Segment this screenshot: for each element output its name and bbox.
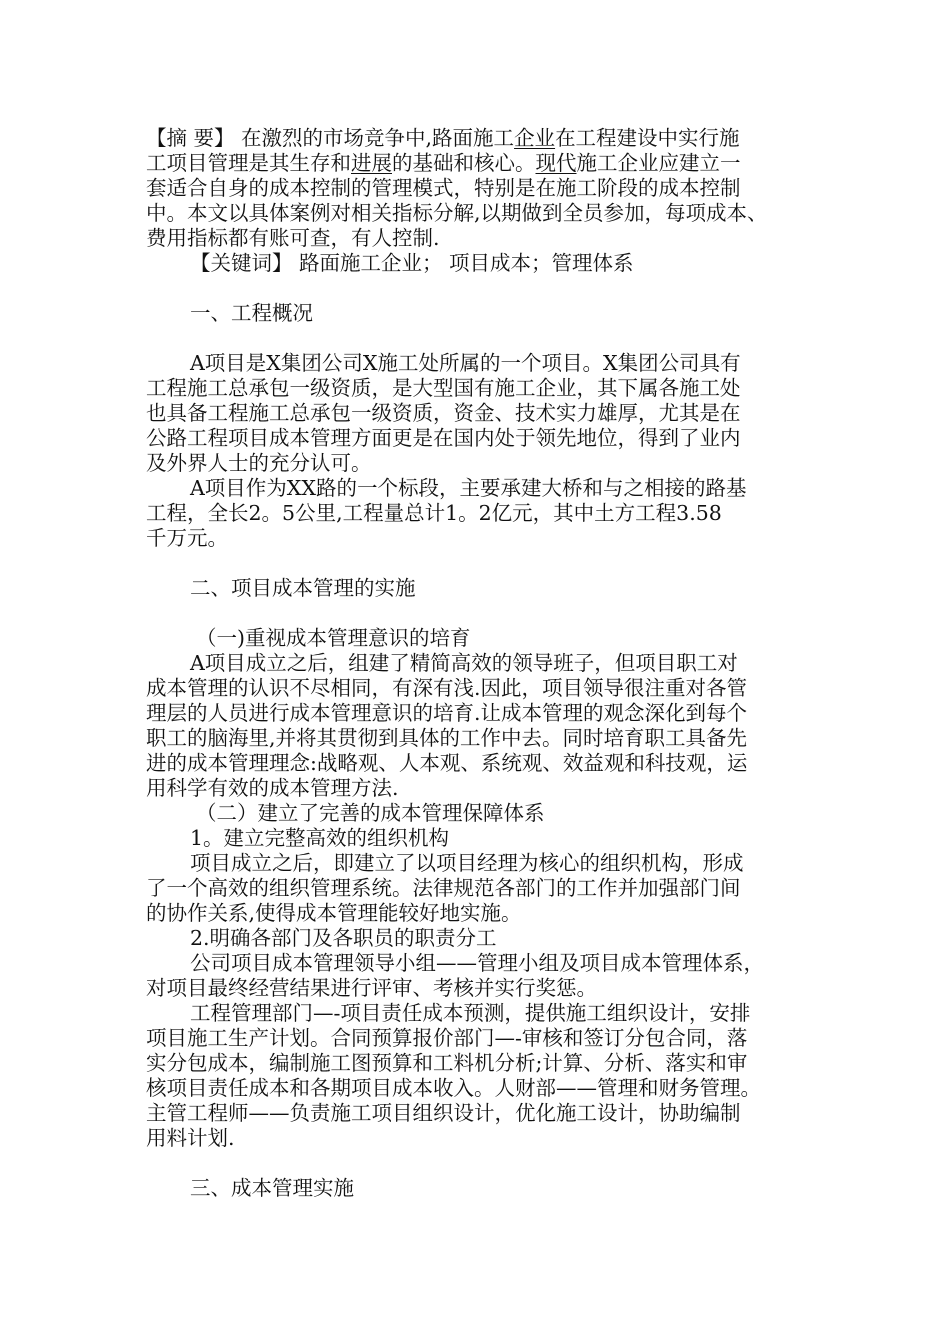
s2-p3-line: 对项目最终经营结果进行评审、考核并实行奖惩。 — [146, 976, 597, 1000]
s2-p4-line: 用料计划. — [146, 1126, 235, 1150]
link-enterprise[interactable]: 企业 — [514, 126, 556, 150]
s1-p2-line: A项目作为XX路的一个标段，主要承建大桥和与之相接的路基 — [190, 476, 747, 500]
abstract-line-3: 套适合自身的成本控制的管理模式，特别是在施工阶段的成本控制 — [146, 176, 741, 200]
s2-item-1: 1。建立完整高效的组织机构 — [190, 826, 450, 850]
s2-p1-line: A项目成立之后，组建了精简高效的领导班子，但项目职工对 — [190, 651, 738, 675]
section-2-heading: 二、项目成本管理的实施 — [190, 576, 416, 600]
s1-p2-line: 千万元。 — [146, 526, 228, 550]
s2-p4-line: 项目施工生产计划。合同预算报价部门—-审核和签订分包合同，落 — [146, 1026, 748, 1050]
link-development[interactable]: 进展 — [351, 151, 392, 175]
s2-p1-line: 成本管理的认识不尽相同，有深有浅.因此，项目领导很注重对各管 — [146, 676, 748, 700]
s2-item-2: 2.明确各部门及各职员的职责分工 — [190, 926, 497, 950]
s2-p2-line: 的协作关系,使得成本管理能较好地实施。 — [146, 901, 522, 925]
s2-p1-line: 理层的人员进行成本管理意识的培育.让成本管理的观念深化到每个 — [146, 701, 748, 725]
s1-p2-line: 工程，全长2。5公里,工程量总计1。2亿元，其中土方工程3.58 — [146, 501, 722, 525]
s1-p1-line: 也具备工程施工总承包一级资质，资金、技术实力雄厚，尤其是在 — [146, 401, 741, 425]
section-3-heading: 三、成本管理实施 — [190, 1176, 354, 1200]
abstract-line-2: 工项目管理是其生存和进展的基础和核心。现代施工企业应建立一 — [146, 151, 741, 175]
abstract-line-1: 【摘 要】 在激烈的市场竞争中,路面施工企业在工程建设中实行施 — [146, 126, 740, 150]
s2-p1-line: 用科学有效的成本管理方法. — [146, 776, 399, 800]
section-1-heading: 一、工程概况 — [190, 301, 313, 325]
s2-p3-line: 公司项目成本管理领导小组——管理小组及项目成本管理体系， — [190, 951, 764, 975]
s1-p1-line: 公路工程项目成本管理方面更是在国内处于领先地位，得到了业内 — [146, 426, 741, 450]
s2-p4-line: 工程管理部门—-项目责任成本预测，提供施工组织设计，安排 — [190, 1001, 751, 1025]
s2-p4-line: 主管工程师——负责施工项目组织设计，优化施工设计，协助编制 — [146, 1101, 741, 1125]
s2-p1-line: 进的成本管理理念:战略观、人本观、系统观、效益观和科技观，运 — [146, 751, 748, 775]
link-modern[interactable]: 现代 — [535, 151, 577, 175]
abstract-line-5: 费用指标都有账可查，有人控制. — [146, 226, 440, 250]
s2-p1-line: 职工的脑海里,并将其贯彻到具体的工作中去。同时培育职工具备先 — [146, 726, 748, 750]
abstract-line-4: 中。本文以具体案例对相关指标分解,以期做到全员参加，每项成本、 — [146, 201, 768, 225]
s2-p2-line: 了一个高效的组织管理系统。法律规范各部门的工作并加强部门间 — [146, 876, 741, 900]
s1-p1-line: 工程施工总承包一级资质，是大型国有施工企业，其下属各施工处 — [146, 376, 741, 400]
s2-p4-line: 实分包成本，编制施工图预算和工料机分析;计算、分析、落实和审 — [146, 1051, 748, 1075]
keywords-line: 【关键词】 路面施工企业； 项目成本；管理体系 — [190, 251, 634, 275]
s2-p2-line: 项目成立之后，即建立了以项目经理为核心的组织机构，形成 — [190, 851, 744, 875]
s2-p4-line: 核项目责任成本和各期项目成本收入。人财部——管理和财务管理。 — [146, 1076, 761, 1100]
s1-p1-line: A项目是X集团公司X施工处所属的一个项目。X集团公司具有 — [190, 351, 741, 375]
s2-subheading-1: （一)重视成本管理意识的培育 — [196, 626, 471, 650]
s1-p1-line: 及外界人士的充分认可。 — [146, 451, 372, 475]
s2-subheading-2: （二）建立了完善的成本管理保障体系 — [196, 801, 545, 825]
